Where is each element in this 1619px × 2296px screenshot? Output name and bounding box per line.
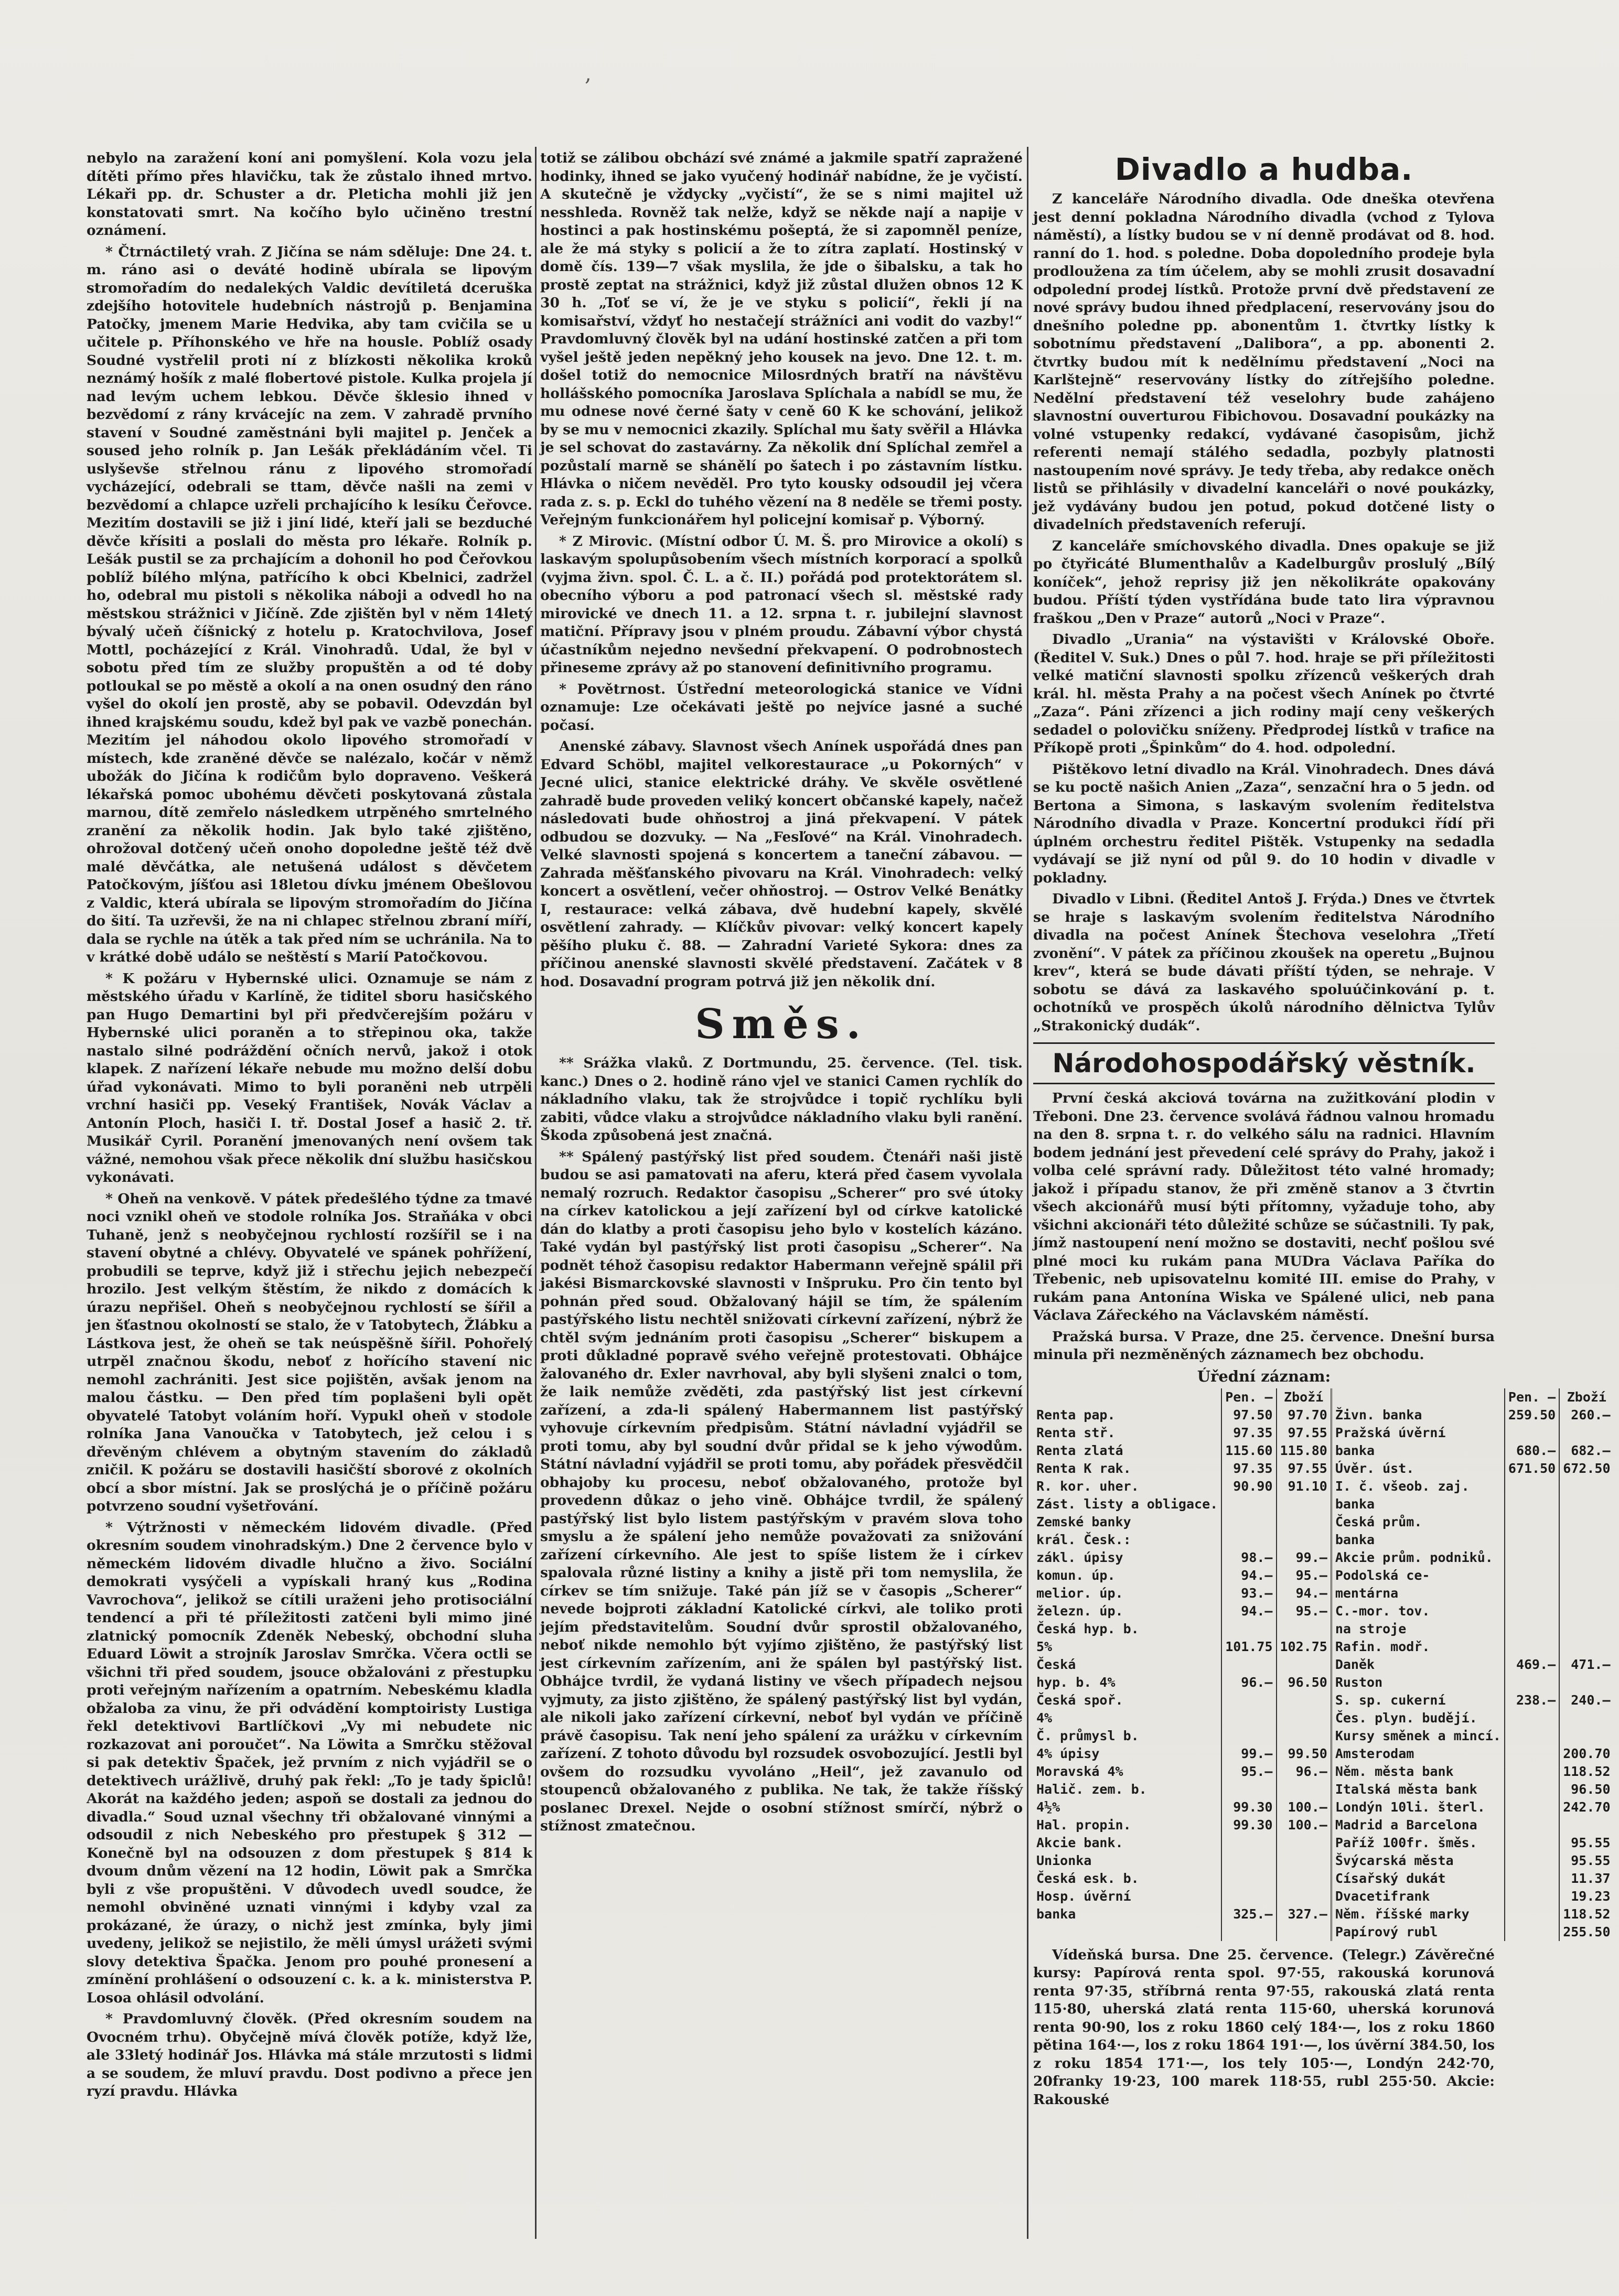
table-cell: Londýn 10li. šterl.: [1331, 1798, 1505, 1816]
table-cell: [1505, 1602, 1559, 1620]
table-cell: 11.37: [1571, 1870, 1611, 1886]
table-cell: [1505, 1798, 1559, 1816]
article-paragraph: První česká akciová továrna na zužitkování plodin v Třeboni. Dne 23. července svolává řádnou valnou hromadu na den 8. srpna t. r. do velkého sálu na radnici. Hlavním bodem jednání jest převedení celé správy do Prahy, jakož i volba celé správní rady. Důležitost této valné hromady; jakož i případu stanov, že při změně stanov a 3 čtvrtin všech akcionářů musí býti přítomny, vyžaduje toho, aby všichni akcionáři této důležité schůze se súčastnili. Ty pak, jímž nastoupení není možno se dostaviti, nechť pošlou své plné moci ku rukám pana MUDra Václava Paříka do Třebenic, neb upisovatelnu komité III. emise do Prahy, v rukám pana Antonína Wiska ve Spálené ulici, neb pana Václava Zářeckého na Václavském náměstí.: [1033, 1090, 1495, 1323]
table-cell: Renta stř.: [1033, 1424, 1221, 1442]
table-cell: 99.30: [1221, 1816, 1276, 1834]
table-row: [1033, 1888, 1614, 1905]
table-cell: [1559, 1549, 1613, 1567]
table-cell: Podolská ce-: [1331, 1567, 1505, 1584]
table-cell: Italská města bank: [1331, 1781, 1505, 1798]
table-row: [1033, 1567, 1614, 1584]
table-cell: 100.—: [1277, 1798, 1332, 1816]
table-cell: Amsterodam: [1331, 1745, 1505, 1763]
page-mark: ,: [585, 62, 592, 86]
table-cell: [1505, 1584, 1559, 1602]
table-cell: 240.—: [1571, 1692, 1611, 1708]
table-cell: 95.55: [1571, 1852, 1611, 1868]
table-cell: [1559, 1513, 1613, 1531]
table-cell: [1505, 1567, 1559, 1584]
table-cell: [1221, 1781, 1276, 1798]
table-row: [1033, 1870, 1614, 1888]
table-cell: 5%: [1033, 1638, 1221, 1656]
table-cell: [1559, 1727, 1613, 1745]
table-row: [1033, 1549, 1614, 1567]
table-row: [1033, 1745, 1614, 1763]
section-heading-economy: Národohospodářský věstník.: [1033, 1042, 1495, 1084]
table-cell: 101.75: [1221, 1638, 1276, 1656]
article-paragraph: Anenské zábavy. Slavnost všech Anínek uspořádá dnes pan Edvard Schöbl, majitel velkorestaurace „u Pokorných“ v Jecné ulici, stanice elektrické dráhy. Ve skvěle osvětlené zahradě bude proveden veliký koncert občanské kapely, načež následovati bude ohňostroj a jiná překvapení. V pátek odbudou se dozvuky. — Na „Fesľové“ na Král. Vinohradech. Velké slavnosti spojená s koncertem a taneční zábavou. — Zahrada měšťanského pivovaru na Král. Vinohradech: velký koncert a osvětlení, večer ohňostroj. — Ostrov Velké Benátky I, restaurace: velká zábava, dvě hudební kapely, skvělé osvětlení zahrady. — Klíčkův pivovar: velký koncert kapely pěšího pluku č. 88. — Zahradní Varieté Sykora: dnes za příčinou anenské slavnosti skvělé představení. Začátek v 8 hod. Dosavadní program potrvá již jen několik dní.: [540, 738, 1023, 990]
table-cell: Renta K rak.: [1033, 1460, 1221, 1478]
table-cell: [1505, 1531, 1559, 1549]
table-cell: 99.50: [1277, 1745, 1332, 1763]
table-cell: [1505, 1781, 1559, 1798]
exchange-table-title: Úřední záznam:: [1197, 1367, 1331, 1385]
table-cell: [1221, 1923, 1276, 1941]
table-cell: [1221, 1709, 1276, 1727]
article-paragraph: * Pravdomluvný člověk. (Před okresním soudem na Ovocném trhu). Obyčejně mívá člověk potíže, když lže, ale 33letý hodinář Jos. Hlávka má stále mrzutosti s lidmi a se soudem, že mluví pravdu. Dost podivno a přece jen ryzí pravdu. Hlávka: [87, 2011, 532, 2099]
table-cell: 94.—: [1221, 1602, 1276, 1620]
table-cell: 96.—: [1221, 1674, 1276, 1691]
table-cell: [1505, 1763, 1559, 1781]
table-cell: [1505, 1923, 1559, 1941]
table-cell: [1277, 1870, 1332, 1888]
table-cell: [1277, 1513, 1332, 1531]
table-row: [1033, 1674, 1614, 1691]
table-cell: Zemské banky: [1033, 1513, 1221, 1531]
table-header-cell: [1331, 1388, 1505, 1406]
table-cell: [1505, 1674, 1559, 1691]
table-row: [1033, 1781, 1614, 1798]
table-cell: 200.70: [1563, 1745, 1611, 1761]
table-cell: [1221, 1834, 1276, 1852]
table-cell: 469.—: [1505, 1656, 1559, 1674]
table-cell: Č. průmysl b.: [1033, 1727, 1221, 1745]
table-row: [1033, 1620, 1614, 1638]
table-cell: [1221, 1656, 1276, 1674]
table-cell: Česká hyp. b.: [1033, 1620, 1221, 1638]
table-cell: [1221, 1531, 1276, 1549]
table-cell: 102.75: [1277, 1638, 1332, 1656]
table-cell: [1559, 1495, 1613, 1513]
table-cell: 91.10: [1277, 1478, 1332, 1495]
article-paragraph: Z kanceláře smíchovského divadla. Dnes opakuje se již po čtyřicáté Blumenthalův a Kadelburgův proslulý „Bílý koníček“, jehož reprisy již jen několikráte opakovány budou. Příští týden vystřídána bude tato lira výpravnou fraškou „Den v Praze“ autorů „Noci v Praze“.: [1033, 537, 1495, 627]
table-cell: [1559, 1567, 1613, 1584]
table-cell: 97.50: [1221, 1406, 1276, 1424]
article-paragraph: * Povětrnost. Ústřední meteorologická stanice ve Vídni oznamuje: Lze očekávati ještě po nejvíce jasné a suché počasí.: [540, 681, 1023, 734]
table-cell: 95.—: [1221, 1763, 1276, 1781]
table-header-cell: Pen. —: [1505, 1388, 1559, 1406]
table-cell: 95.55: [1571, 1835, 1611, 1850]
table-cell: 19.23: [1571, 1888, 1611, 1904]
table-cell: melior. úp.: [1033, 1584, 1221, 1602]
table-cell: [1505, 1834, 1559, 1852]
table-row: [1033, 1478, 1614, 1495]
table-cell: 4%: [1033, 1709, 1221, 1727]
table-cell: [1277, 1495, 1332, 1513]
table-cell: [1221, 1870, 1276, 1888]
table-cell: [1559, 1478, 1613, 1495]
table-cell: Hosp. úvěrní: [1033, 1888, 1221, 1905]
table-cell: Pražská úvěrní: [1331, 1424, 1505, 1442]
table-cell: 96.50: [1571, 1781, 1611, 1797]
table-cell: mentárna: [1331, 1584, 1505, 1602]
table-cell: [1505, 1638, 1559, 1656]
section-heading-smes: Směs.: [695, 1000, 868, 1048]
table-cell: [1505, 1852, 1559, 1870]
table-cell: [1559, 1620, 1613, 1638]
table-cell: Ruston: [1331, 1674, 1505, 1691]
table-cell: Švýcarská města: [1331, 1852, 1505, 1870]
table-row: [1033, 1656, 1614, 1674]
table-cell: 682.—: [1571, 1442, 1611, 1458]
table-row: [1033, 1923, 1614, 1941]
exchange-rate-table: [1033, 1388, 1614, 1941]
table-cell: Daněk: [1331, 1656, 1505, 1674]
table-cell: [1505, 1513, 1559, 1531]
table-cell: banka: [1331, 1442, 1505, 1460]
table-cell: Rafin. modř.: [1331, 1638, 1505, 1656]
table-cell: [1277, 1691, 1332, 1709]
table-cell: 96.—: [1277, 1763, 1332, 1781]
table-cell: Česká spoř.: [1033, 1691, 1221, 1709]
table-cell: [1505, 1816, 1559, 1834]
table-row: [1033, 1709, 1614, 1727]
column-right: [1033, 149, 1611, 2239]
table-cell: 115.80: [1277, 1442, 1332, 1460]
table-cell: 259.50: [1505, 1406, 1559, 1424]
article-paragraph: Z kanceláře Národního divadla. Ode dneška otevřena jest denní pokladna Národního divadla (vchod z Tylova náměstí), a lístky budou se v ní denně prodávat od 8. hod. ranní do 1. hod. s poledne. Doba dopoledního prodeje byla prodloužena za tím účelem, aby se mohli zrusit dosavadní odpolední prodej lístků. Protože první dvě představení ze nové správy budou ihned předplacení, reservovány jsou do dnešního poledne pp. abonentům 1. čtvrtky lístky k sobotnímu představení „Dalibora“, a pp. abonenti 2. čtvrtky budou mít k nedělnímu představení „Noci na Karlštejně“ reservovány lístky do zítřejšího poledne. Nedělní představení též veselohry bude zahájeno slavnostní ouverturou Fibichovou. Dosavadní poukázky na volné vstupenky redakcí, vydávané časopisům, jichž referenti nemají stálého sedadla, pozbyly platnosti nastoupením nové správy. Je tedy třeba, aby redakce oněch listů se přihlásily v divadelní kanceláři o nové poukázky, jež vydávány budou jen potud, pokud dotčené listy o divadelních představeních referují.: [1033, 191, 1495, 533]
table-cell: [1221, 1852, 1276, 1870]
table-row: [1033, 1816, 1614, 1834]
column-middle: [540, 149, 1023, 2239]
table-cell: banka: [1331, 1495, 1505, 1513]
article-paragraph: ** Spálený pastýřský list před soudem. Čtenáři naši jistě budou se asi pamatovati na aferu, která před časem vyvolala nemalý rozruch. Redaktor časopisu „Scherer“ pro své útoky na církev katolickou a její zařízení byl od církve katolické dán do klatby a proti časopisu jeho bylo v kostelích kázáno. Také vydán byl pastýřský list proti časopisu „Scherer“. Na podnět téhož časopisu redaktor Habermann veřejně spálil při jakési Bismarckovské slavnosti v Inšpruku. Pro čin tento byl pohnán před soud. Obžalovaný hájil se tím, že spálením pastýřského listu nechtěl snižovati církevní zařízení, nýbrž že chtěl svým jednáním proti časopisu „Scherer“ biskupem a proti důkladné popravě svého veřejně protestovati. Obhájce žalovaného dr. Exler navrhoval, aby byli slyšeni znalci o tom, že laik nemůže zvěděti, zda pastýřský list jest církevní zařízení, a zda-li spálený Habermannem list pastýřský vyhovuje církevním předpisům. Státní návladní vyjádřil se proti tomu, aby byl soudní dvůr přidal se k jeho výwodům. Státní návladní vyjádřil se proti tomu, aby pořádek přesvědčil obhajoby ku procesu, neboť obžalovaného, protože byl provedenn důkaz o jeho vině. Obhájce tvrdil, že spálený pastýřský list bylo listem pastýřským v pravém slova toho smyslu a že spálení jeho nemůže považovati za snižování zařízení církevního. Ale jest to spíše listem že i církev spalovala různé listiny a knihy a jistě při tom nemyslila, že církev se tím snižuje. Také pán jíž se v časopis „Scherer“ nevede bojproti základní Katolické církvi, ale toliko proti jejím představitelům. Soudní dvůr sprostil obžalovaného, neboť nikde nemohlo být vyjímo zjištěno, že pastýřský list jest církevním zařízením, ani že spálen byl pastýřský list. Obhájce tvrdil, že vydaná listiny ve všech případech nejsou vyjmuty, za jisto zjištěno, že spálený pastýřský list byl vydán, ale nikoli jako zařízení církevní, neboť byl vydán ve příčině právě časopisu. Tak není jeho spálení za urážku v církevním zařízení. Z tohoto důvodu byl rozsudek osvobozující. Jestli byl ovšem do rozsudku vyvoláno „Heil“, jež zavanulo od stoupenců obžalovaného z publika. Ne tak, že takže říšský poslanec Drexel. Nejde o osobní stížnost smírčí, nýbrž o stížnost zmatečnou.: [540, 1148, 1023, 1834]
table-cell: 97.55: [1277, 1424, 1332, 1442]
table-cell: král. Česk.:: [1033, 1531, 1221, 1549]
table-cell: S. sp. cukerní: [1331, 1691, 1505, 1709]
table-cell: Něm. města bank: [1331, 1763, 1505, 1781]
table-cell: [1221, 1691, 1276, 1709]
table-cell: [1505, 1709, 1559, 1727]
table-cell: [1559, 1584, 1613, 1602]
table-row: [1033, 1834, 1614, 1852]
table-cell: na stroje: [1331, 1620, 1505, 1638]
table-row: [1033, 1905, 1614, 1923]
table-cell: [1277, 1531, 1332, 1549]
table-cell: Halič. zem. b.: [1033, 1781, 1221, 1798]
table-cell: [1559, 1709, 1613, 1727]
table-cell: [1505, 1727, 1559, 1745]
table-cell: [1277, 1781, 1332, 1798]
table-row: [1033, 1602, 1614, 1620]
table-cell: 97.70: [1277, 1406, 1332, 1424]
table-cell: R. kor. uher.: [1033, 1478, 1221, 1495]
table-cell: [1559, 1602, 1613, 1620]
table-cell: [1559, 1531, 1613, 1549]
table-cell: [1505, 1905, 1559, 1923]
table-cell: [1559, 1638, 1613, 1656]
table-cell: [1505, 1888, 1559, 1905]
table-header-cell: [1033, 1388, 1221, 1406]
table-header-cell: Zboží: [1277, 1388, 1332, 1406]
table-cell: 115.60: [1221, 1442, 1276, 1460]
table-cell: Kursy směnek a mincí.: [1331, 1727, 1505, 1745]
table-cell: 680.—: [1505, 1442, 1559, 1460]
article-paragraph: totiž se zálibou obchází své známé a jakmile spatří zapražené hodinky, ihned se jako vyučený hodinář nabídne, že je vyčistí. A skutečně je vždycky „vyčistí“, že se s nimi majitel už nesshleda. Rovněž tak nelže, když se někde nají a napije v hostinci a pak hostinskému pošeptá, že si zapomněl peníze, ale že má styky s policií a že to zítra zaplatí. Hostinský v domě čís. 139—7 však myslila, že jde o šibalsku, a tak ho prostě zeptat na strážnici, když již zůstal dlužen obnos 12 K 30 h. „Toť se ví, že je ve styku s policií“, řekli jí na komisařství, vždyť ho nestačejí strážníci ani vodit do vazby!“ Pravdomluvný člověk byl na udání hostinské zatčen a při tom vyšel ještě jeden nepěkný jeho kousek na jevo. Dne 12. t. m. došel totiž do nemocnice Milosrdných bratří na návštěvu hollášského pomocníka Jaroslava Splíchala a nabídl se mu, že mu odnese nové černé šaty v ceně 60 K ke schování, jelikož by se mu v nemocnici zkazily. Splíchal mu šaty svěřil a Hlávka je sel schovat do zastavárny. Za několik dní Splíchal zemřel a pozůstalí marně se shánělí po šatech i po zástavním lístku. Hlávka o ničem nevěděl. Pro tyto kousky odsoudil jej včera rada z. s. p. Eckl do tuhého vězení na 8 neděle se třemi posty. Veřejným funkcionářem hyl policejní komisař p. Výborný.: [540, 150, 1023, 528]
article-paragraph: * Z Mirovic. (Místní odbor Ú. M. Š. pro Mirovice a okolí) s laskavým spolupůsobením všech místních korporací a spolků (vyjma živn. spol. Č. L. a č. II.) pořádá pod protektorátem sl. obecního výboru a pod patronací všech sl. městské rady mirovické ve dnech 11. a 12. srpna t. r. jubilejní slavnost matiční. Přípravy jsou v plném proudu. Zábavní výbor chystá účastníkům nejedno nevšední překvapení. O podrobnostech přineseme zprávy až po stanovení definitivního programu.: [540, 533, 1023, 676]
table-cell: 96.50: [1277, 1674, 1332, 1691]
column-rule: [1027, 147, 1028, 2239]
table-cell: [1559, 1424, 1613, 1442]
table-cell: 4% úpisy: [1033, 1745, 1221, 1763]
table-row: [1033, 1727, 1614, 1745]
table-row: [1033, 1691, 1614, 1709]
table-cell: [1505, 1495, 1559, 1513]
table-cell: [1277, 1834, 1332, 1852]
table-cell: [1277, 1727, 1332, 1745]
table-cell: Madrid a Barcelona: [1331, 1816, 1505, 1834]
article-paragraph: ** Srážka vlaků. Z Dortmundu, 25. července. (Tel. tisk. kanc.) Dnes o 2. hodině ráno vjel ve stanici Camen rychlík do nákladního vlaku, tak že strojvůdce i topič rychlíku byli zabiti, vůdce vlaku a strojvůdce nákladního vlaku byli ranění. Škoda způsobená jest značná.: [540, 1055, 1023, 1144]
table-cell: zákl. úpisy: [1033, 1549, 1221, 1567]
table-cell: C.-mor. tov.: [1331, 1602, 1505, 1620]
table-row: [1033, 1442, 1614, 1460]
article-paragraph: Pražská bursa. V Praze, dne 25. července. Dnešní bursa minula při nezměněných záznamech bez obchodu.: [1033, 1328, 1495, 1363]
table-cell: Úvěr. úst.: [1331, 1460, 1505, 1478]
table-cell: 93.—: [1221, 1584, 1276, 1602]
table-cell: Dvacetifrank: [1331, 1888, 1505, 1905]
table-cell: 255.50: [1563, 1924, 1611, 1939]
table-cell: 97.35: [1221, 1460, 1276, 1478]
table-cell: Česká: [1033, 1656, 1221, 1674]
table-row: [1033, 1406, 1614, 1424]
table-row: [1033, 1424, 1614, 1442]
table-cell: Renta zlatá: [1033, 1442, 1221, 1460]
table-cell: Zást. listy a obligace.: [1033, 1495, 1221, 1513]
table-cell: Císařský dukát: [1331, 1870, 1505, 1888]
table-cell: [1505, 1478, 1559, 1495]
table-row: [1033, 1460, 1614, 1478]
table-cell: 97.55: [1277, 1460, 1332, 1478]
table-cell: 97.35: [1221, 1424, 1276, 1442]
table-row: [1033, 1763, 1614, 1781]
article-paragraph: * Výtržnosti v německém lidovém divadle. (Před okresním soudem vinohradským.) Dne 2 července bylo v německém lidovém divadle hlučno a živo. Sociální demokrati vysýčeli a vypískali hraný kus „Rodina Vavrochova“, jelikož se cítili uraženi jeho protisociální tendencí a při té příležitosti zatčeni byli mimo jiné zlatnický pomocník Zdeněk Nebeský, obchodní sluha Eduard Löwit a strojník Jaroslav Smrčka. Včera octli se všichni tři před soudem, jsouce obžalováni z přestupku proti veřejným nařízením a opatrním. Nebeskému kladla obžaloba za vinu, že při odvádění komptoiristy Lustiga řekl detektivovi Bartlíčkovi „Vy mi nebudete nic rozkazovat ani poroučet“. Na Löwita a Smrčku stěžoval si pak detektiv Špaček, jež prvním z nich vyjádřil se o detektivech urážlivě, druhý pak řekl: „To je tady špiclů! Akorát na každého jeden; aspoň se dostali za jednou do divadla.“ Soud uznal všechny tři obžalované vinnými a odsoudil z nich Nebeského pro přestupek § 312 — Konečně byl na odsouzen z dom přestupek § 814 k dvoum dnům vězení na 12 hodin, Löwit pak a Smrčka byli z vše propuštěni. V důvodech uvedl soudce, že nemohl obviněné uznati vinnými i kdyby vzal za prokázané, že úrazy, o nichž jest zmínka, byly jimi uvedeny, jelikož se nejistilo, že měli úmysl urážeti svými slovy detektiva Špačka. Jenom pro pouhé pronesení a zmínění prohlášení o odsouzení c. k. a k. ministerstva P. Losoa ohlásil odvolání.: [87, 1519, 532, 2006]
article-paragraph: Pištěkovo letní divadlo na Král. Vinohradech. Dnes dává se ku poctě našich Anien „Zaza“, senzační hra o 5 jedn. od Bertona a Simona, s laskavým svolením ředitelstva Národního divadla v Praze. Koncertní produkci řídí při úplném orchestru ředitel Pištěk. Vstupenky na sedadla vydávají se již nyní od půl 9. do 10 hodin v divadle v pokladny.: [1033, 761, 1495, 886]
table-row: [1033, 1495, 1614, 1513]
table-cell: Česká esk. b.: [1033, 1870, 1221, 1888]
table-cell: 90.90: [1221, 1478, 1276, 1495]
table-cell: [1221, 1888, 1276, 1905]
table-row: [1033, 1584, 1614, 1602]
table-cell: 94.—: [1277, 1584, 1332, 1602]
table-cell: [1559, 1816, 1613, 1834]
table-cell: Čes. plyn. budějí.: [1331, 1709, 1505, 1727]
table-cell: 238.—: [1505, 1691, 1559, 1709]
table-cell: 242.70: [1563, 1799, 1611, 1815]
table-header-row: [1033, 1388, 1614, 1406]
table-cell: 4½%: [1033, 1798, 1221, 1816]
table-cell: 118.52: [1563, 1906, 1611, 1922]
table-row: [1033, 1852, 1614, 1870]
table-header-cell: Pen. —: [1221, 1388, 1276, 1406]
table-cell: [1033, 1923, 1221, 1941]
article-paragraph: nebylo na zaražení koní ani pomyšlení. Kola vozu jela dítěti přímo přes hlavičku, tak že zůstalo ihned mrtvo. Lékaři pp. dr. Schuster a dr. Pleticha mohli již jen konstatovati smrt. Na kočího bylo učiněno trestní oznámení.: [87, 150, 532, 239]
table-cell: 99.—: [1277, 1549, 1332, 1567]
table-cell: Unionka: [1033, 1852, 1221, 1870]
table-cell: Paříž 100fr. šměs.: [1331, 1834, 1505, 1852]
table-cell: 327.—: [1277, 1905, 1332, 1923]
table-cell: Papírový rubl: [1331, 1923, 1505, 1941]
table-cell: 671.50: [1505, 1460, 1559, 1478]
table-cell: [1505, 1549, 1559, 1567]
column-left: [87, 149, 532, 2239]
table-row: [1033, 1638, 1614, 1656]
table-cell: banka: [1331, 1531, 1505, 1549]
table-cell: Moravská 4%: [1033, 1763, 1221, 1781]
table-cell: [1277, 1852, 1332, 1870]
article-paragraph: * Oheň na venkově. V pátek předešlého týdne za tmavé noci vznikl oheň ve stodole rolníka Jos. Straňáka v obci Tuhaně, jenž s neobyčejnou rychlostí rozšířil se i na stavení obytné a chlévy. Obyvatelé ve spánek pohřížení, probudili se teprve, když již i střechu jejich nebezpečí hrozilo. Jest velkým štěstím, že nikdo z domácích k úrazu nepřišel. Oheň s neobyčejnou rychlostí se šířil a jen šťastnou okolností se stalo, že v Tatobytech, Žlábku a Lástkova jest, že oheň se tak neúspěšně šířil. Pohořelý utrpěl značnou škodu, neboť z hořícího stavení nic nemohl zachrániti. Jest sice pojištěn, avšak jenom na malou částku. — Den před tím poplašeni byli opět obyvatelé Tatobyt voláním hoří. Vypukl oheň v stodole rolníka Jana Vanoučka v Tatobytech, jež celou i s dřevěným chlévem a obytným stavením do základů zničil. K požáru se dostavili hasičští sborové z okolních obcí a sbor místní. Jak se proslýchá je o příčině požáru potvrzeno soudní vyšetřování.: [87, 1190, 532, 1514]
table-cell: 471.—: [1571, 1656, 1611, 1672]
table-cell: 100.—: [1277, 1816, 1332, 1834]
table-cell: 118.52: [1563, 1763, 1611, 1779]
table-cell: [1277, 1888, 1332, 1905]
table-cell: [1277, 1656, 1332, 1674]
table-cell: 99.30: [1221, 1798, 1276, 1816]
table-header-cell: Zboží: [1567, 1389, 1606, 1405]
table-cell: [1221, 1620, 1276, 1638]
table-cell: [1277, 1923, 1332, 1941]
table-row: [1033, 1513, 1614, 1531]
table-cell: Hal. propin.: [1033, 1816, 1221, 1834]
table-cell: 260.—: [1571, 1407, 1611, 1422]
table-cell: 672.50: [1563, 1460, 1611, 1476]
table-cell: hyp. b. 4%: [1033, 1674, 1221, 1691]
table-cell: I. č. všeob. zaj.: [1331, 1478, 1505, 1495]
table-cell: 325.—: [1221, 1905, 1276, 1923]
table-cell: 95.—: [1277, 1602, 1332, 1620]
article-paragraph: * K požáru v Hybernské ulici. Oznamuje se nám z městského úřadu v Karlíně, že tiditel sboru hasičského pan Hugo Demartini byl při předvčerejším požáru v Hybernské ulici poraněn a to střepinou oka, takže nastalo silné podráždění očních nervů, jakož i otok klapek. Z nařízení lékaře nebude mu možno delší dobu úřad vykonávati. Mimo to byli poraněni neb utrpěli vrchní hasiči pp. Veseký František, Novák Václav a Antonín Ploch, hasiči I. tř. Dostal Josef a hasič 2. tř. Musikář Cyril. Poranění jmenovaných není ovšem tak vážné, nemohou však přece několik dní službu hasičskou vykonávati.: [87, 970, 532, 1185]
table-cell: [1277, 1709, 1332, 1727]
table-cell: [1221, 1727, 1276, 1745]
table-cell: 95.—: [1277, 1567, 1332, 1584]
table-row: [1033, 1798, 1614, 1816]
table-cell: [1505, 1745, 1559, 1763]
table-cell: [1221, 1495, 1276, 1513]
table-cell: 99.—: [1221, 1745, 1276, 1763]
table-cell: 94.—: [1221, 1567, 1276, 1584]
table-cell: [1277, 1620, 1332, 1638]
table-cell: [1505, 1870, 1559, 1888]
table-cell: [1505, 1424, 1559, 1442]
table-cell: [1221, 1513, 1276, 1531]
table-row: [1033, 1531, 1614, 1549]
table-cell: banka: [1033, 1905, 1221, 1923]
table-cell: Renta pap.: [1033, 1406, 1221, 1424]
table-cell: 98.—: [1221, 1549, 1276, 1567]
table-cell: Živn. banka: [1331, 1406, 1505, 1424]
section-heading-theatre: Divadlo a hudba.: [1114, 152, 1413, 187]
article-paragraph: * Čtrnáctiletý vrah. Z Jičína se nám sděluje: Dne 24. t. m. ráno asi o deváté hodině ubírala se lipovým stromořadím do nedalekých Valdic devítiletá dceruška zdejšího hotovitele hudebních nástrojů p. Benjamina Patočky, jmenem Marie Hedvika, aby tam cvičila se u učitele p. Příhonského ve hře na housle. Poblíž osady Soudné vystřelil proti ní z blízkosti několika kroků neznámý hošík z malé flobertové pistole. Kulka projela jí nad levým uchem lebkou. Děvče šklesio ihned v bezvědomí z rány krvácejíc na zem. V zahradě prvního stavení v Soudné zaměstnáni byli majitel p. Jenček a soused jeho rolník p. Jan Lešák překládáním včel. Ti uslyševše střelnou ránu z lipového stromořadí vycházející, odebrali se ttam, děvče našli na zemi v bezvědomí a chlapce uzřeli prchajícího k lesíku Čeřovce. Mezitím dostavili se již i jiní lidé, kteří jali se bezduché děvče křísiti a poslali do města pro lékaře. Rolník p. Lešák pustil se za prchajícím a dohonil ho pod Čeřovkou poblíž bílého mlýna, patřícího k obci Kbelnici, zadržel ho, odebral mu pistoli s několika náboji a odvedl ho na městskou strážnici v Jičíně. Zde zjištěn byl v něm 14letý bývalý učeň číšnický z hotelu p. Kratochvilova, Josef Mottl, pocházející z Král. Vinohradů. Udal, že byl v sobotu před tím ze služby propuštěn a od té doby potloukal se po městě a okolí a na onen osudný den ráno vyšel do okolí jen prostě, aby se pobavil. Odevzdán byl ihned krajskému soudu, kdež byl pak ve vazbě ponechán. Mezitím jel náhodou okolo lipového stromořadí v místech, kde zraněné děvče se nalézalo, kočár v němž ubožák do Jičína k rodičům bylo dopraveno. Veškerá lékařská pomoc ubohému děvčeti poskytovaná zůstala marnou, dítě zemřelo následkem utrpěného smrtelného zranění za několik hodin. Jak bylo také zjištěno, ohrožoval dotčený učeň onoho dopoledne ještě též dvě malé děvčátka, ale netušená událost s děvčetem Patočkovým, jíšťou asi 18letou dívku jménem Obešlovou z Valdic, která ubírala se lipovým stromořadím do Jičína do šití. Ta uzřevši, že na ni chlapec střelnou zbraní míří, dala se rychle na útěk a tak před ním se uchránila. Na to v krátké době událo se neštěstí s Marií Patočkovou.: [87, 243, 532, 965]
article-paragraph: Divadlo „Urania“ na výstavišti v Královské Oboře. (Ředitel V. Suk.) Dnes o půl 7. hod. hraje se při příležitosti velké matiční slavnosti spolku zřízenců veškerých drah král. hl. města Prahy a na počest všech Anínek po čtvrté „Zaza“. Páni zřízenci a jich rodiny mají ceny veškerých sedadel o polovičku sníženy. Předprodej lístků v trafice na Příkopě proti „Špinkům“ do 4. hod. odpolední.: [1033, 631, 1495, 756]
table-cell: Akcie prům. podniků.: [1331, 1549, 1505, 1567]
article-paragraph: Divadlo v Libni. (Ředitel Antoš J. Frýda.) Dnes ve čtvrtek se hraje s laskavým svolením ředitelstva Národního divadla na počest Anínek Štechova veselohra „Třetí zvonění“. V pátek za příčinou zkoušek na operetu „Bujnou krev“, která se bude dávati příští týden, se nehraje. V sobotu se dává za laskavého spoluúčinkování p. t. ochotníků ve prospěch úkolů národního dělnictva Tylův „Strakonický dudák“.: [1033, 891, 1495, 1034]
table-cell: Něm. říšské marky: [1331, 1905, 1505, 1923]
table-cell: [1559, 1674, 1613, 1691]
table-cell: železn. úp.: [1033, 1602, 1221, 1620]
column-rule: [535, 147, 537, 2239]
table-cell: Akcie bank.: [1033, 1834, 1221, 1852]
article-paragraph: Vídeňská bursa. Dne 25. července. (Telegr.) Závěrečné kursy: Papírová renta spol. 97·55, rakouská korunová renta 97·35, stříbrná renta 97·55, rakouská zlatá renta 115·80, uherská zlatá renta 115·60, uherská korunová renta 90·90, los z roku 1860 celý 184·—, los z roku 1860 pětina 164·—, los z roku 1864 191·—, los úvěrní 384.50, los z roku 1854 171·—, los tely 105·—, Londýn 242·70, 20franky 19·23, 100 marek 118·55, rubl 255·50. Akcie: Rakouské: [1033, 1946, 1495, 2108]
table-cell: komun. úp.: [1033, 1567, 1221, 1584]
table-cell: Česká prům.: [1331, 1513, 1505, 1531]
table-cell: [1505, 1620, 1559, 1638]
